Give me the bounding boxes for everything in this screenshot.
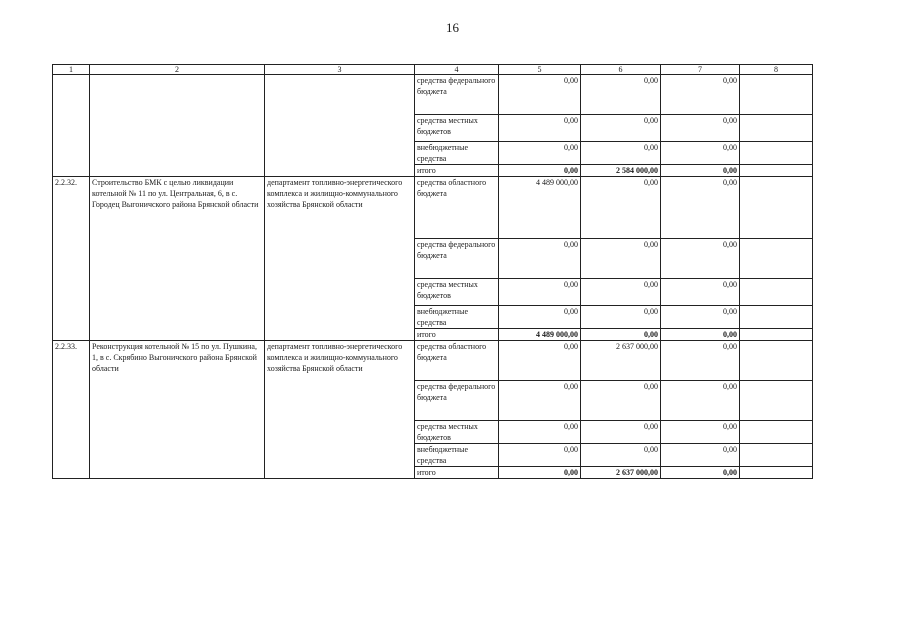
value-col-7: 0,00 xyxy=(661,444,740,467)
value-col-8 xyxy=(740,444,813,467)
value-col-7: 0,00 xyxy=(661,421,740,444)
value-col-8 xyxy=(740,467,813,479)
funding-source: итого xyxy=(415,467,499,479)
col-header-8: 8 xyxy=(740,65,813,75)
value-col-7: 0,00 xyxy=(661,165,740,177)
value-col-6: 0,00 xyxy=(581,115,661,142)
funding-source: средства местных бюджетов xyxy=(415,279,499,306)
item-executor-cell: департамент топливно-энергетического комплекса и жилищно-коммунального хозяйства Брянской области xyxy=(265,341,415,479)
item-number-cell: 2.2.33. xyxy=(53,341,90,479)
value-col-7: 0,00 xyxy=(661,177,740,239)
table-row xyxy=(53,75,813,115)
funding-source: средства федерального бюджета xyxy=(415,381,499,421)
col-header-6: 6 xyxy=(581,65,661,75)
table-row xyxy=(53,341,813,381)
value-col-5: 0,00 xyxy=(499,381,581,421)
funding-source: средства областного бюджета xyxy=(415,177,499,239)
value-col-5: 0,00 xyxy=(499,421,581,444)
col-header-2: 2 xyxy=(90,65,265,75)
col-header-4: 4 xyxy=(415,65,499,75)
value-col-8 xyxy=(740,239,813,279)
value-col-7: 0,00 xyxy=(661,239,740,279)
value-col-5: 0,00 xyxy=(499,467,581,479)
value-col-7: 0,00 xyxy=(661,467,740,479)
value-col-8 xyxy=(740,75,813,115)
value-col-6: 0,00 xyxy=(581,75,661,115)
value-col-5: 0,00 xyxy=(499,75,581,115)
value-col-6: 0,00 xyxy=(581,381,661,421)
value-col-8 xyxy=(740,115,813,142)
value-col-5: 0,00 xyxy=(499,279,581,306)
value-col-7: 0,00 xyxy=(661,279,740,306)
value-col-6: 0,00 xyxy=(581,239,661,279)
value-col-6: 0,00 xyxy=(581,279,661,306)
value-col-6: 0,00 xyxy=(581,329,661,341)
value-col-5: 0,00 xyxy=(499,239,581,279)
item-name-cell: Реконструкция котельной № 15 по ул. Пушкина, 1, в с. Скрябино Выгоничского района Брянской области xyxy=(90,341,265,479)
budget-table xyxy=(52,64,813,479)
value-col-8 xyxy=(740,142,813,165)
funding-source: средства местных бюджетов xyxy=(415,115,499,142)
col-header-1: 1 xyxy=(53,65,90,75)
value-col-7: 0,00 xyxy=(661,381,740,421)
item-executor-cell: департамент топливно-энергетического комплекса и жилищно-коммунального хозяйства Брянской области xyxy=(265,177,415,341)
page-number: 16 xyxy=(446,20,459,35)
value-col-7: 0,00 xyxy=(661,115,740,142)
value-col-6: 2 637 000,00 xyxy=(581,341,661,381)
value-col-6: 0,00 xyxy=(581,444,661,467)
value-col-8 xyxy=(740,329,813,341)
value-col-6: 0,00 xyxy=(581,177,661,239)
value-col-5: 0,00 xyxy=(499,341,581,381)
value-col-5: 0,00 xyxy=(499,115,581,142)
value-col-5: 0,00 xyxy=(499,142,581,165)
value-col-6: 0,00 xyxy=(581,142,661,165)
funding-source: средства областного бюджета xyxy=(415,341,499,381)
funding-source: итого xyxy=(415,165,499,177)
value-col-8 xyxy=(740,165,813,177)
value-col-5: 4 489 000,00 xyxy=(499,177,581,239)
funding-source: средства федерального бюджета xyxy=(415,75,499,115)
value-col-7: 0,00 xyxy=(661,142,740,165)
value-col-8 xyxy=(740,341,813,381)
column-number-row xyxy=(53,65,813,75)
funding-source: итого xyxy=(415,329,499,341)
value-col-6: 2 637 000,00 xyxy=(581,467,661,479)
item-name-cell: Строительство БМК с целью ликвидации котельной № 11 по ул. Центральная, 6, в с. Городец Выгоничского района Брянской области xyxy=(90,177,265,341)
col-header-5: 5 xyxy=(499,65,581,75)
funding-source: средства местных бюджетов xyxy=(415,421,499,444)
value-col-5: 0,00 xyxy=(499,444,581,467)
value-col-6: 0,00 xyxy=(581,421,661,444)
value-col-5: 0,00 xyxy=(499,306,581,329)
value-col-8 xyxy=(740,381,813,421)
item-number-cell: 2.2.32. xyxy=(53,177,90,341)
value-col-7: 0,00 xyxy=(661,329,740,341)
value-col-7: 0,00 xyxy=(661,306,740,329)
value-col-8 xyxy=(740,177,813,239)
funding-source: внебюджетные средства xyxy=(415,142,499,165)
col-header-3: 3 xyxy=(265,65,415,75)
value-col-6: 2 584 000,00 xyxy=(581,165,661,177)
table-row xyxy=(53,177,813,239)
value-col-7: 0,00 xyxy=(661,341,740,381)
funding-source: внебюджетные средства xyxy=(415,306,499,329)
value-col-8 xyxy=(740,306,813,329)
item-number-cell xyxy=(53,75,90,177)
value-col-5: 4 489 000,00 xyxy=(499,329,581,341)
col-header-7: 7 xyxy=(661,65,740,75)
value-col-5: 0,00 xyxy=(499,165,581,177)
value-col-6: 0,00 xyxy=(581,306,661,329)
value-col-8 xyxy=(740,279,813,306)
funding-source: средства федерального бюджета xyxy=(415,239,499,279)
item-executor-cell xyxy=(265,75,415,177)
value-col-8 xyxy=(740,421,813,444)
funding-source: внебюджетные средства xyxy=(415,444,499,467)
value-col-7: 0,00 xyxy=(661,75,740,115)
item-name-cell xyxy=(90,75,265,177)
